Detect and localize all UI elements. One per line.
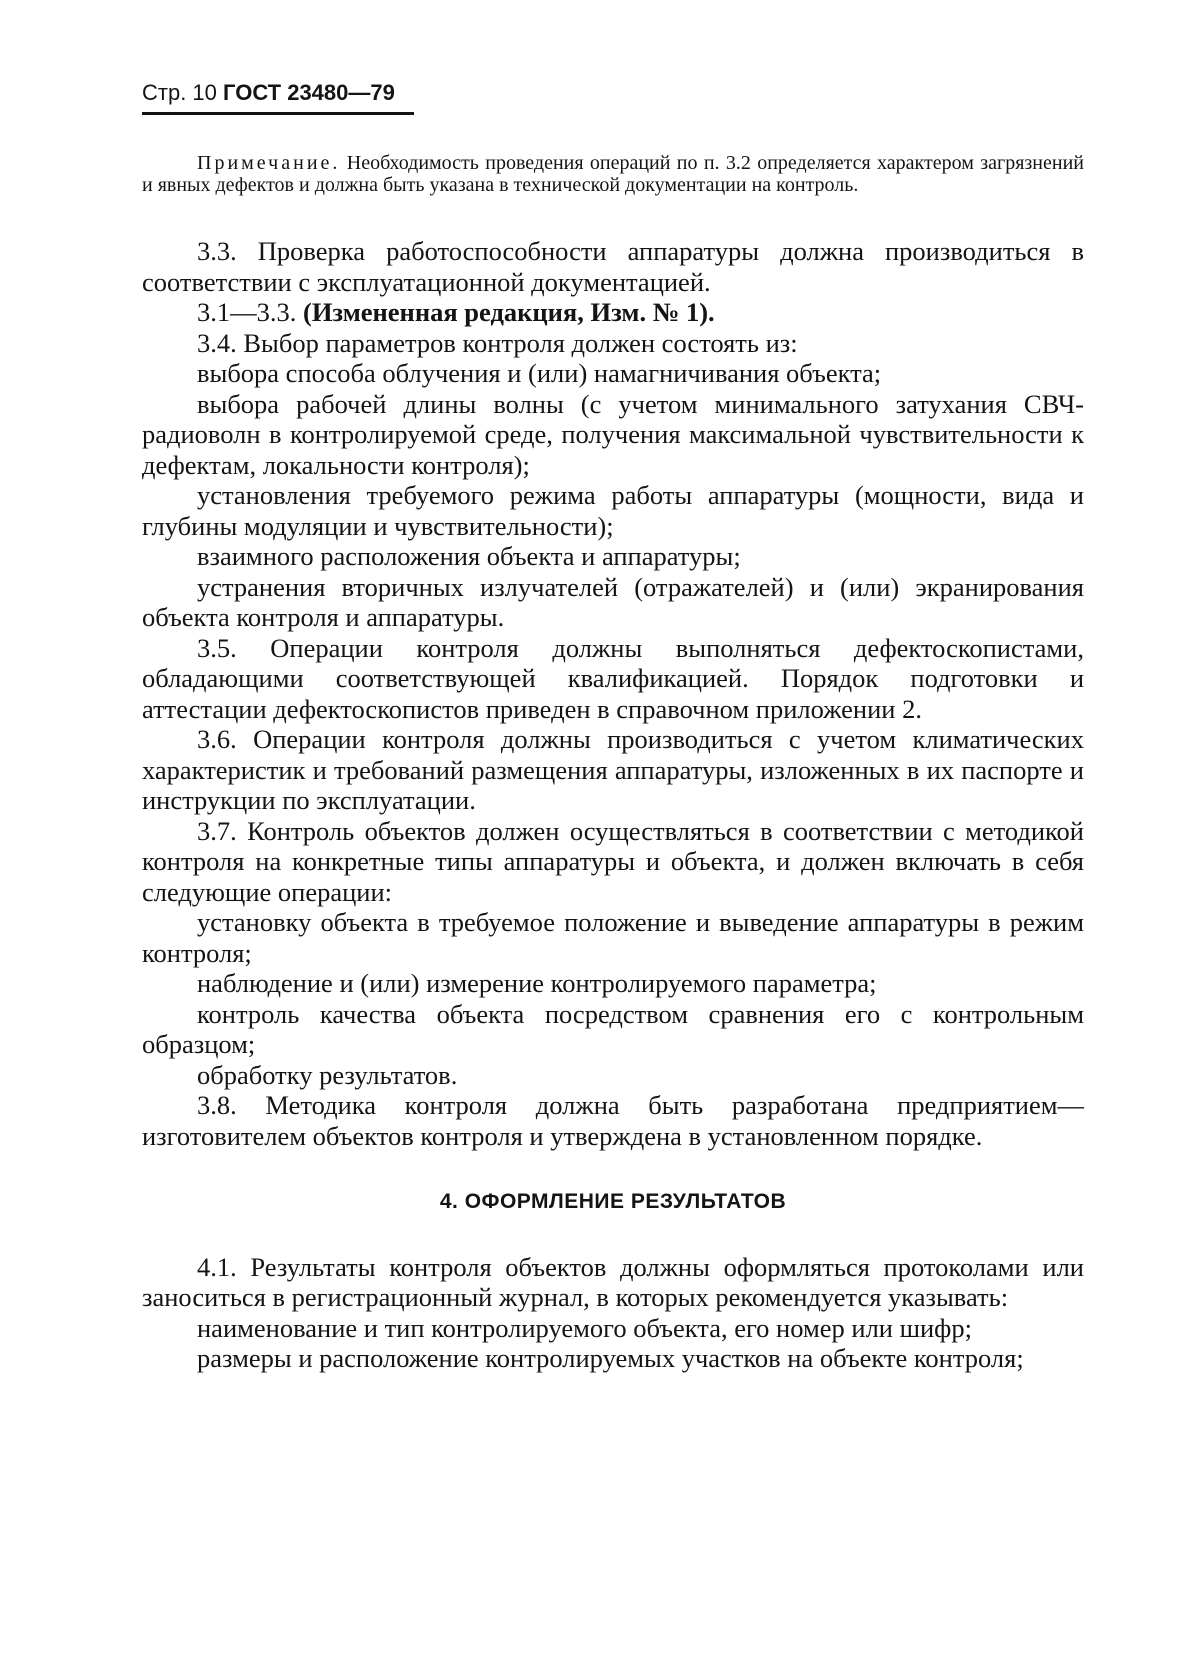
note — [142, 152, 1084, 196]
amendment-note: (Измененная редакция, Изм. № 1). — [303, 297, 715, 327]
paragraph-3-7: 3.7. Контроль объектов должен осуществляться в соответствии с методикой контроля на конкретные типы аппаратуры и объекта, и должен включать в себя следующие операции: — [142, 815, 1084, 907]
paragraph-3-6: 3.6. Операции контроля должны производиться с учетом климатических характеристик и требований размещения аппаратуры, изложенных в их паспорте и инструкции по эксплуатации. — [142, 724, 1084, 815]
list-item: взаимного расположения объекта и аппаратуры; — [197, 541, 741, 571]
section-title: 4. ОФОРМЛЕНИЕ РЕЗУЛЬТАТОВ — [439, 1190, 787, 1213]
paragraph-4-1: 4.1. Результаты контроля объектов должны оформляться протоколами или заноситься в регистрационный журнал, в которых рекомендуется указывать: — [142, 1251, 1084, 1312]
list-item: устранения вторичных излучателей (отражателей) и (или) экранирования объекта контроля и аппаратуры. — [142, 571, 1084, 632]
paragraph-number: 3.1—3.3. — [197, 297, 303, 327]
note-text: Необходимость проведения операций по п. 3.2 определяется характером загрязнений и явных дефектов и должна быть указана в технической документации на контроль. — [142, 152, 1084, 196]
list-item: контроль качества объекта посредством сравнения его с контрольным образцом; — [142, 998, 1084, 1059]
standard-number: ГОСТ 23480—79 — [223, 80, 395, 105]
list-item: наблюдение и (или) измерение контролируемого параметра; — [197, 968, 877, 998]
list-item: выбора способа облучения и (или) намагничивания объекта; — [197, 358, 882, 388]
paragraph-3-5: 3.5. Операции контроля должны выполняться дефектоскопистами, обладающими соответствующей квалификацией. Порядок подготовки и аттестации дефектоскопистов приведен в справочном приложении 2. — [142, 632, 1084, 724]
list-item: наименование и тип контролируемого объекта, его номер или шифр; — [197, 1312, 972, 1343]
list-item: выбора рабочей длины волны (с учетом минимального затухания СВЧ-радиоволн в контролируемой среде, получения максимальной чувствительности к дефектам, локальности контроля); — [142, 388, 1084, 480]
list-item: установления требуемого режима работы аппаратуры (мощности, вида и глубины модуляции и чувствительности); — [142, 480, 1084, 541]
list-item: установку объекта в требуемое положение и выведение аппаратуры в режим контроля; — [142, 907, 1084, 968]
page-number: Стр. 10 — [142, 80, 217, 105]
list-item: размеры и расположение контролируемых участков на объекте контроля; — [197, 1343, 1024, 1373]
list-item: обработку результатов. — [197, 1059, 458, 1090]
paragraph-3-3: 3.3. Проверка работоспособности аппаратуры должна производиться в соответствии с эксплуатационной документацией. — [142, 236, 1084, 297]
header-rule — [142, 112, 414, 115]
note-label: Примечание. — [197, 152, 341, 174]
paragraph-3-1-3-3 — [142, 297, 1084, 328]
paragraph-3-4: 3.4. Выбор параметров контроля должен состоять из: — [197, 327, 798, 358]
paragraph-3-8: 3.8. Методика контроля должна быть разработана предприятием—изготовителем объектов контроля и утверждена в установленном порядке. — [142, 1090, 1084, 1151]
body-text — [142, 236, 1084, 1374]
page-header — [142, 80, 414, 106]
